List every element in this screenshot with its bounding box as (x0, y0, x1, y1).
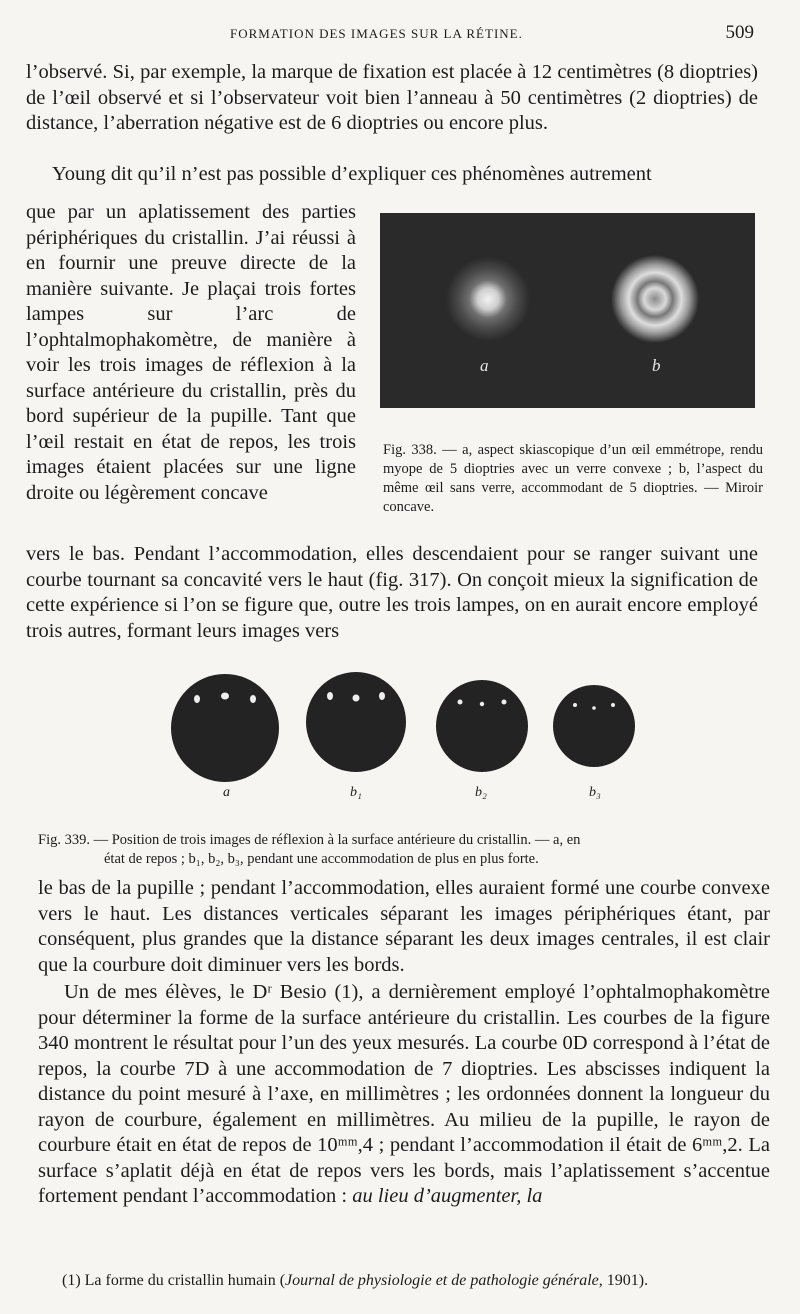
reflex-b2-3 (502, 700, 507, 705)
figure-339-caption-line1: Fig. 339. — Position de trois images de réflexion à la surface antérieure du cristallin. — a, en (38, 831, 581, 848)
figure-339-label-b2: b₂ (475, 785, 487, 800)
reflex-b2-2 (480, 702, 484, 706)
reflex-b3-3 (611, 703, 615, 707)
paragraph-convex-curve: le bas de la pupille ; pendant l’accommodation, elles auraient formé une courbe convexe vers le haut. Les distances verticales séparant les images périphériques étant, par conséquent, plus grandes que la distance séparant les deux images centrales, il est clair que la courbure doit diminuer vers les bords. (38, 877, 770, 976)
footnote (62, 1270, 782, 1292)
reflex-a-1 (194, 695, 200, 703)
reflex-b2-1 (458, 700, 463, 705)
figure-339-image (160, 672, 650, 802)
skiascopic-disc-b (611, 255, 699, 343)
paragraph-young-wrapped: que par un aplatissement des parties périphériques du cristallin. J’ai réussi à en fournir une preuve directe de la manière suivante. Je plaçai trois fortes lampes sur l’arc de l’ophtalmophakomètre, de manière à voir les trois images de réflexion à la surface antérieure du cristallin, près du bord supérieur de la pupille. Tant que l’œil restait en état de repos, les trois images étaient placées sur une ligne droite ou légèrement concave (26, 201, 356, 504)
page-header (0, 22, 800, 46)
paragraph-besio-italic: au lieu d’augmenter, la (352, 1185, 543, 1207)
figure-338-image (380, 213, 755, 408)
paragraph-besio (38, 980, 770, 1210)
reflex-b3-1 (573, 703, 577, 707)
figure-338-label-a: a (480, 356, 489, 375)
paragraph-young-line1: Young dit qu’il n’est pas possible d’expliquer ces phénomènes autrement (52, 163, 652, 185)
paragraph-aberration: l’observé. Si, par exemple, la marque de fixation est placée à 12 centimètres (8 dioptries) de l’œil observé et si l’observateur voit bien l’anneau à 50 centimètres (2 dioptries) de distance, l’aberration négative est de 6 dioptries ou encore plus. (26, 61, 758, 134)
reflex-b1-3 (379, 692, 385, 700)
figure-339-label-a: a (223, 785, 230, 800)
running-title: FORMATION DES IMAGES SUR LA RÉTINE. (230, 26, 523, 41)
paragraph-accommodation: vers le bas. Pendant l’accommodation, elles descendaient pour se ranger suivant une courbe tournant sa concavité vers le haut (fig. 317). On conçoit mieux la signification de cette expérience si l’on se figure que, outre les trois lampes, on en aurait encore employé trois autres, formant leurs images vers (26, 543, 758, 642)
figure-339-label-b1: b₁ (350, 785, 362, 800)
reflex-b3-2 (592, 706, 596, 710)
pupil-b1 (306, 672, 406, 772)
footnote-suffix: , 1901). (598, 1272, 649, 1289)
figure-339-caption (38, 831, 768, 869)
page-number: 509 (725, 22, 754, 43)
reflex-a-3 (250, 695, 256, 703)
reflex-b1-1 (327, 692, 333, 700)
figure-339-label-b3: b₃ (589, 785, 601, 800)
figure-339-caption-line2: état de repos ; b₁, b₂, b₃, pendant une accommodation de plus en plus forte. (104, 850, 539, 867)
footnote-journal: Journal de physiologie et de pathologie générale (285, 1272, 599, 1289)
pupil-a (171, 674, 279, 782)
figure-338-caption: Fig. 338. — a, aspect skiascopique d’un œil emmétrope, rendu myope de 5 dioptries avec un verre convexe ; b, l’aspect du même œil sans verre, accommodant de 5 dioptries. — Miroir concave. (383, 441, 763, 515)
skiascopic-disc-a (446, 257, 530, 341)
pupil-b3 (553, 685, 635, 767)
figure-338-label-b: b (652, 356, 661, 375)
pupil-b2 (436, 680, 528, 772)
reflex-a-2 (221, 693, 229, 700)
paragraph-besio-text: Un de mes élèves, le Dʳ Besio (1), a dernièrement employé l’ophtalmophakomètre pour déterminer la forme de la surface antérieure du cristallin. Les courbes de la figure 340 montrent le résultat pour l’un des yeux mesurés. La courbe 0D correspond à l’état de repos, la courbe 7D à une accommodation de 7 dioptries. Les abscisses indiquent la distance du point mesuré à l’axe, en millimètres ; les ordonnées donnent la longueur du rayon de courbure, également en millimètres. Au milieu de la pupille, le rayon de courbure était en état de repos de 10ᵐᵐ,4 ; pendant l’accommodation il était de 6ᵐᵐ,2. La surface s’aplatit déjà en état de repos vers les bords, mais l’aplatissement s’accentue fortement pendant l’accommodation : (38, 981, 770, 1207)
reflex-b1-2 (353, 695, 360, 702)
footnote-prefix: (1) La forme du cristallin humain ( (62, 1272, 286, 1289)
